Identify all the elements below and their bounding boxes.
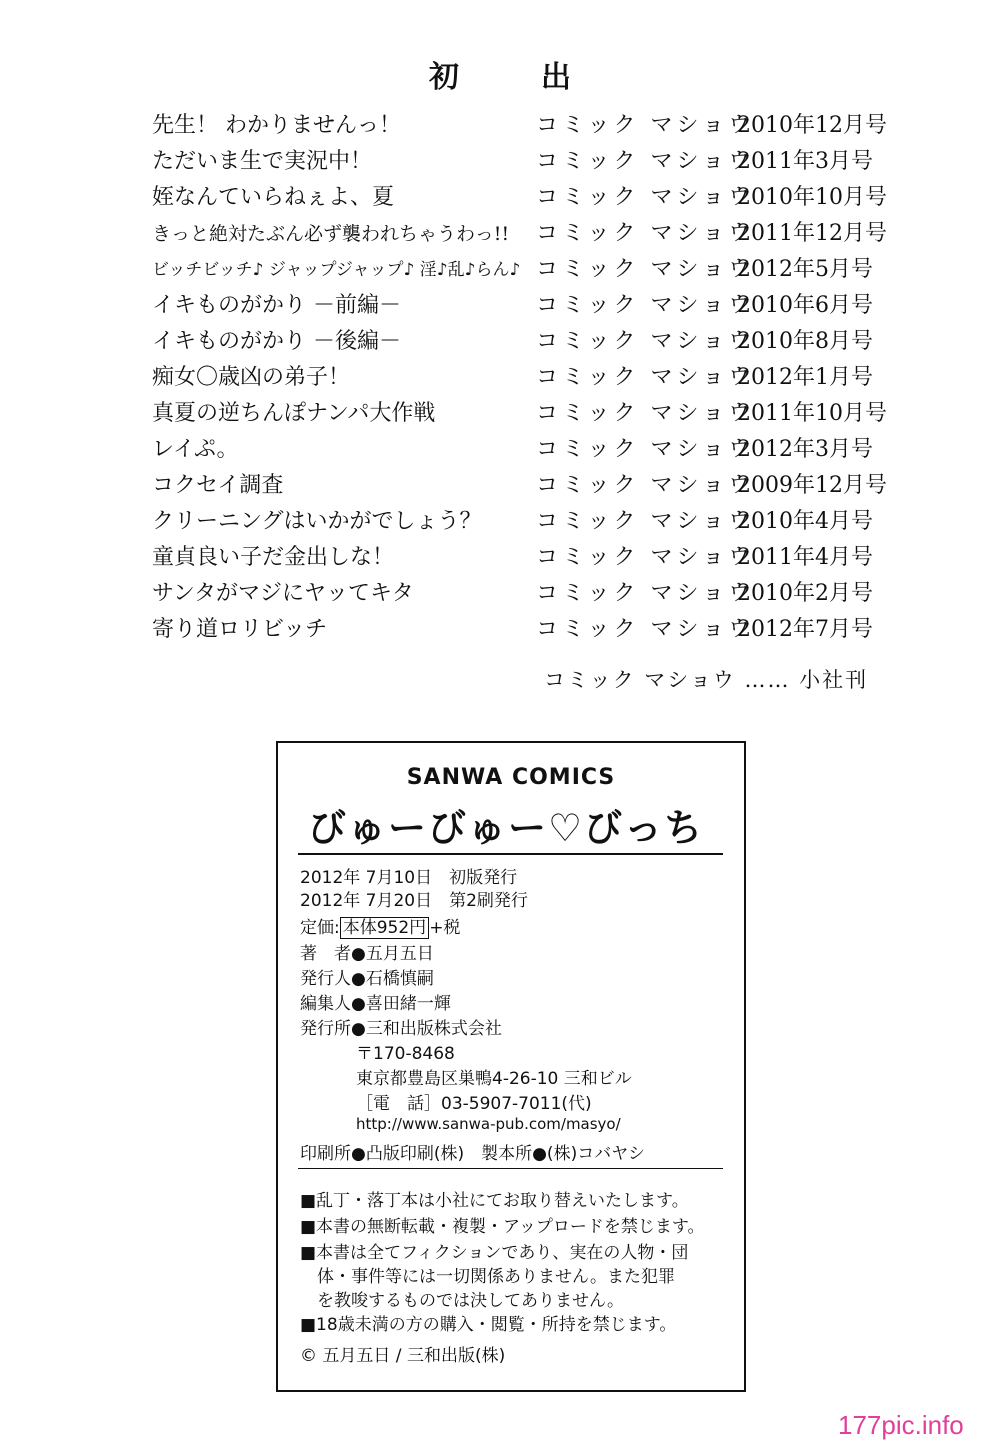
issue-date: 2010年6月号 (737, 293, 873, 318)
magazine-name: コミック マショウ (536, 113, 755, 138)
list-item (0, 180, 1000, 216)
notice-line: を教唆するものでは決してありません。 (300, 1291, 625, 1311)
colophon-box (276, 741, 746, 1392)
issue-date: 2011年10月号 (737, 401, 887, 426)
divider (298, 853, 723, 855)
magazine-name: コミック マショウ (536, 221, 755, 246)
work-title: 先生！ わかりませんっ！ (152, 113, 401, 138)
list-item (0, 504, 1000, 540)
issue-date: 2010年10月号 (737, 185, 887, 210)
work-title: ただいま生で実況中！ (152, 149, 373, 174)
magazine-name: コミック マショウ (536, 293, 755, 318)
copyright-line: © 五月五日 / 三和出版(株) (300, 1346, 506, 1366)
issue-date: 2010年4月号 (737, 509, 873, 534)
issue-date: 2011年4月号 (737, 545, 873, 570)
magazine-name: コミック マショウ (536, 401, 755, 426)
notice-line: ■乱丁・落丁本は小社にてお取り替えいたします。 (300, 1191, 689, 1211)
list-item (0, 576, 1000, 612)
work-title: イキものがかり －前編－ (152, 293, 401, 318)
book-title: びゅーびゅー♡びっち (308, 805, 705, 850)
author-line: 著 者●五月五日 (300, 944, 434, 964)
magazine-name: コミック マショウ (536, 617, 755, 642)
work-title: きっと絶対たぶん必ず襲われちゃうわっ!! (152, 223, 510, 245)
price-tax: +税 (429, 918, 461, 938)
magazine-name: コミック マショウ (536, 257, 755, 282)
issue-date: 2012年1月号 (737, 365, 873, 390)
watermark: 177pic.info (838, 1410, 964, 1440)
list-item (0, 252, 1000, 288)
list-item (0, 324, 1000, 360)
first-edition-date: 2012年 7月10日 初版発行 (300, 868, 518, 888)
list-item (0, 432, 1000, 468)
magazine-name: コミック マショウ (536, 473, 755, 498)
issue-date: 2009年12月号 (737, 473, 887, 498)
issuer-line: 発行人●石橋慎嗣 (300, 969, 434, 989)
list-item (0, 108, 1000, 144)
issue-date: 2010年12月号 (737, 113, 887, 138)
magazine-name: コミック マショウ (536, 581, 755, 606)
issue-date: 2012年7月号 (737, 617, 873, 642)
notice-line: ■本書は全てフィクションであり、実在の人物・団 (300, 1243, 689, 1263)
list-item (0, 216, 1000, 252)
issue-date: 2010年8月号 (737, 329, 873, 354)
price-label: 定価: (300, 918, 340, 938)
work-title: クリーニングはいかがでしょう？ (152, 509, 482, 534)
work-title: 真夏の逆ちんぽナンパ大作戦 (152, 401, 436, 426)
work-title: サンタがマジにヤッてキタ (152, 581, 414, 606)
publisher-note: コミック マショウ …… 小社刊 (544, 668, 869, 692)
address-line: 東京都豊島区巣鴨4-26-10 三和ビル (356, 1069, 632, 1089)
notice-line: ■本書の無断転載・複製・アップロードを禁じます。 (300, 1217, 705, 1237)
magazine-name: コミック マショウ (536, 329, 755, 354)
magazine-name: コミック マショウ (536, 545, 755, 570)
website-url: http://www.sanwa-pub.com/masyo/ (356, 1115, 621, 1133)
price-line (300, 913, 460, 938)
issue-date: 2011年12月号 (737, 221, 887, 246)
issue-date: 2012年5月号 (737, 257, 873, 282)
work-title: イキものがかり －後編－ (152, 329, 401, 354)
postal-code: 〒170-8468 (356, 1044, 455, 1064)
list-item (0, 468, 1000, 504)
magazine-name: コミック マショウ (536, 437, 755, 462)
issue-date: 2010年2月号 (737, 581, 873, 606)
divider (298, 1168, 723, 1169)
list-item (0, 144, 1000, 180)
magazine-name: コミック マショウ (536, 365, 755, 390)
publisher-line: 発行所●三和出版株式会社 (300, 1019, 502, 1039)
magazine-name: コミック マショウ (536, 185, 755, 210)
second-printing-date: 2012年 7月20日 第2刷発行 (300, 891, 528, 911)
work-title: 童貞良い子だ金出しな！ (152, 545, 395, 570)
list-item (0, 360, 1000, 396)
phone-line: ［電 話］03-5907-7011(代) (356, 1094, 592, 1114)
work-title: 姪なんていらねぇよ、夏 (152, 185, 395, 210)
work-title: レイぷ。 (152, 437, 239, 462)
notice-line: ■18歳未満の方の購入・閲覧・所持を禁じます。 (300, 1315, 677, 1335)
list-item (0, 540, 1000, 576)
issue-date: 2011年3月号 (737, 149, 873, 174)
magazine-name: コミック マショウ (536, 149, 755, 174)
work-title: 痴女〇歳凶の弟子！ (152, 365, 351, 390)
printing-line: 印刷所●凸版印刷(株) 製本所●(株)コバヤシ (300, 1144, 646, 1164)
magazine-name: コミック マショウ (536, 509, 755, 534)
work-title: 寄り道ロリビッチ (152, 617, 328, 642)
editor-line: 編集人●喜田緒一輝 (300, 994, 451, 1014)
notice-line: 体・事件等には一切関係ありません。また犯罪 (300, 1267, 676, 1287)
work-title: コクセイ調査 (152, 473, 284, 498)
work-title: ビッチビッチ♪ ジャップジャップ♪ 淫♪乱♪らん♪ (152, 260, 521, 280)
price-value: 本体952円 (340, 917, 429, 939)
list-item (0, 288, 1000, 324)
list-item (0, 396, 1000, 432)
series-name: SANWA COMICS (406, 765, 616, 790)
page-heading: 初 出 (429, 60, 597, 95)
issue-date: 2012年3月号 (737, 437, 873, 462)
list-item (0, 612, 1000, 648)
